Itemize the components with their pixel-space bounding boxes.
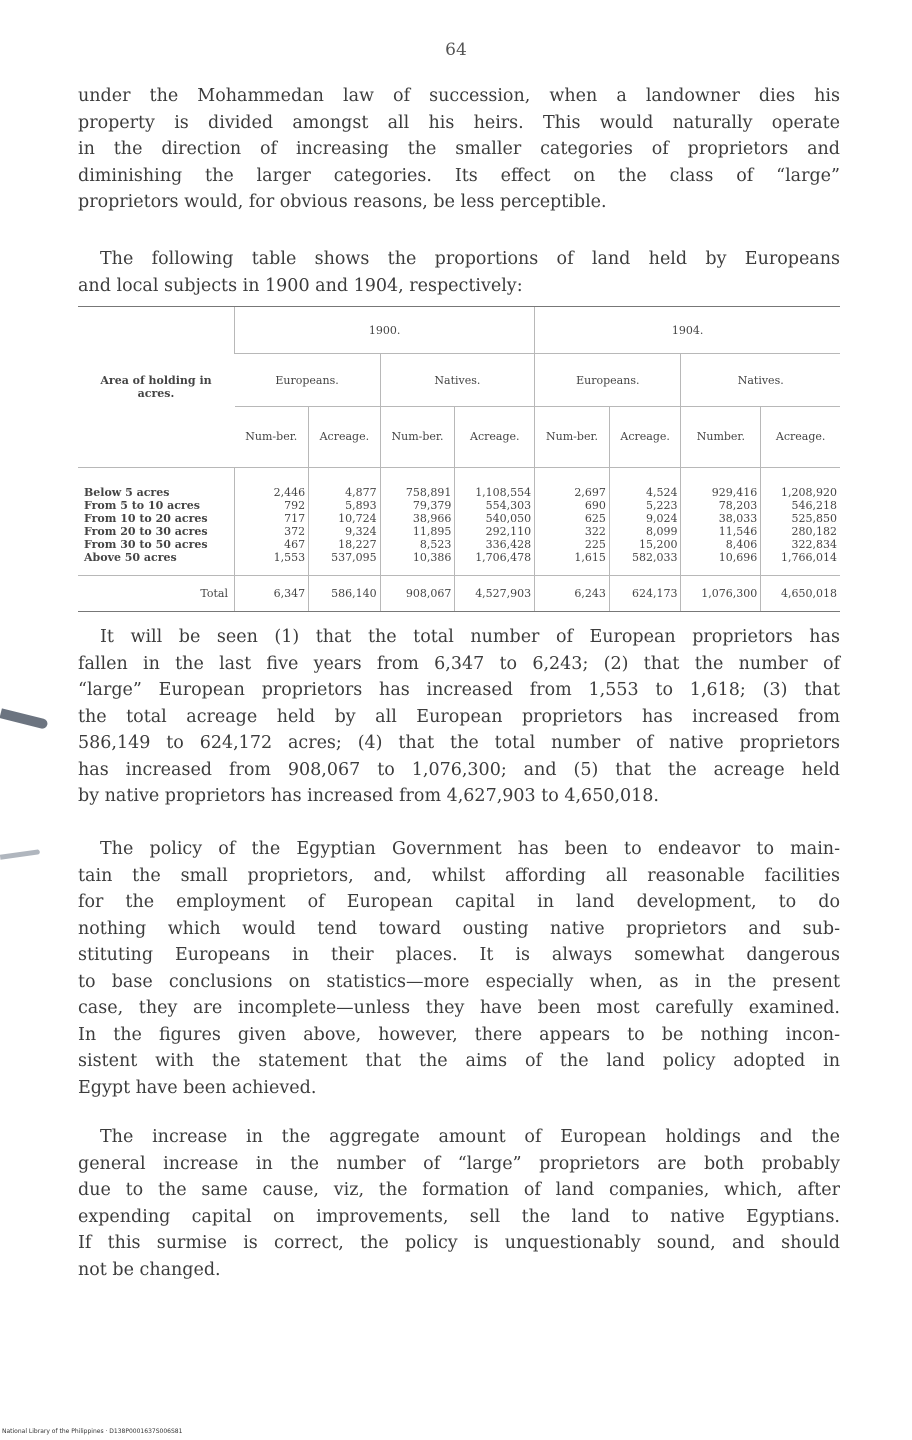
table-cell: 8,099: [645, 525, 678, 538]
column-values: [761, 468, 840, 576]
column-values: [681, 468, 761, 576]
total-cell: 1,076,300: [681, 576, 761, 612]
row-label: Below 5 acres: [84, 486, 170, 499]
text-line: The following table shows the proportions of land held by Europeans: [100, 249, 840, 269]
table-cell: 525,850: [791, 512, 837, 525]
table-cell: 1,108,554: [475, 486, 532, 499]
text-line: “large” European proprietors has increased from 1,553 to 1,618; (3) that: [78, 680, 840, 700]
table-cell: 537,095: [331, 551, 377, 564]
scan-smudge: [0, 849, 40, 860]
table-cell: 540,050: [485, 512, 532, 525]
table-cell: 18,227: [338, 538, 377, 551]
column-header: Acreage.: [761, 407, 840, 468]
table-cell: 225: [584, 538, 606, 551]
total-row: [78, 576, 840, 612]
text-line: sistent with the statement that the aims of the land policy adopted in: [78, 1051, 840, 1071]
total-cell: 908,067: [380, 576, 455, 612]
table-cell: 79,379: [412, 499, 452, 512]
table-cell: 280,182: [791, 525, 837, 538]
table-cell: 5,223: [645, 499, 678, 512]
total-cell: 624,173: [609, 576, 681, 612]
column-header: Num-ber.: [235, 407, 309, 468]
table-cell: 690: [584, 499, 606, 512]
text-line: for the employment of European capital in land development, to do: [78, 892, 840, 912]
table-cell: 372: [284, 525, 306, 538]
table-cell: 10,696: [718, 551, 758, 564]
text-line: due to the same cause, viz, the formation of land companies, which, after: [78, 1180, 840, 1200]
row-label: From 10 to 20 acres: [84, 512, 208, 525]
table-cell: 546,218: [791, 499, 837, 512]
area-header: Area of holding in acres.: [78, 307, 235, 468]
table-cell: 8,406: [725, 538, 758, 551]
total-cell: 6,243: [535, 576, 610, 612]
text-line: expending capital on improvements, sell the land to native Egyptians.: [78, 1206, 840, 1227]
year-header: 1904.: [535, 307, 840, 354]
text-line: fallen in the last five years from 6,347 to 6,243; (2) that the number of: [78, 653, 840, 674]
column-header: Acreage.: [609, 407, 681, 468]
text-line: diminishing the larger categories. Its effect on the class of “large”: [78, 165, 840, 186]
group-header: Europeans.: [235, 354, 381, 407]
paragraph-conclusion: [78, 1124, 840, 1283]
row-label: Above 50 acres: [84, 551, 177, 564]
text-line: has increased from 908,067 to 1,076,300; and (5) that the acreage held: [78, 759, 840, 780]
paragraph-table-intro: [78, 246, 840, 299]
table-cell: 9,024: [645, 512, 678, 525]
text-line: property is divided amongst all his heirs. This would naturally operate: [78, 112, 840, 133]
text-line: tain the small proprietors, and, whilst affording all reasonable facilities: [78, 865, 840, 886]
column-header: Num-ber.: [380, 407, 455, 468]
land-holdings-table: [78, 306, 840, 612]
table-cell: 717: [284, 512, 306, 525]
column-values: [609, 468, 681, 576]
text-line: Egypt have been achieved.: [78, 1077, 317, 1098]
table-cell: 792: [284, 499, 306, 512]
table-cell: 336,428: [485, 538, 532, 551]
table-cell: 322,834: [791, 538, 837, 551]
column-values: [535, 468, 610, 576]
table-cell: 38,033: [718, 512, 758, 525]
table-cell: 322: [584, 525, 606, 538]
column-values: [309, 468, 381, 576]
table-cell: 38,966: [412, 512, 452, 525]
table-cell: 625: [584, 512, 606, 525]
table-cell: 1,766,014: [781, 551, 837, 564]
text-line: in the direction of increasing the smaller categories of proprietors and: [78, 139, 840, 159]
row-label: From 20 to 30 acres: [84, 525, 208, 538]
table-cell: 467: [284, 538, 306, 551]
text-line: nothing which would tend toward ousting native proprietors and sub-: [78, 918, 840, 939]
scan-smudge: [0, 708, 48, 729]
table-cell: 78,203: [718, 499, 758, 512]
table-cell: 929,416: [711, 486, 758, 499]
text-line: not be changed.: [78, 1259, 221, 1280]
table-cell: 8,523: [419, 538, 452, 551]
total-cell: 4,650,018: [761, 576, 840, 612]
table-cell: 554,303: [485, 499, 532, 512]
table-cell: 2,446: [273, 486, 306, 499]
group-header: Natives.: [681, 354, 840, 407]
text-line: under the Mohammedan law of succession, when a landowner dies his: [78, 86, 840, 106]
table-cell: 1,208,920: [781, 486, 837, 499]
column-header: Acreage.: [309, 407, 381, 468]
total-cell: 586,140: [309, 576, 381, 612]
table-cell: 5,893: [345, 499, 377, 512]
text-line: general increase in the number of “large” proprietors are both probably: [78, 1153, 840, 1174]
text-line: the total acreage held by all European proprietors has increased from: [78, 706, 840, 727]
table-cell: 1,553: [273, 551, 306, 564]
column-header: Number.: [681, 407, 761, 468]
text-line: It will be seen (1) that the total number of European proprietors has: [100, 627, 840, 647]
page-number: 64: [445, 40, 467, 60]
text-line: The increase in the aggregate amount of European holdings and the: [100, 1127, 840, 1147]
table-cell: 2,697: [574, 486, 606, 499]
table-cell: 758,891: [405, 486, 452, 499]
text-line: by native proprietors has increased from 4,627,903 to 4,650,018.: [78, 786, 659, 806]
table-cell: 15,200: [638, 538, 678, 551]
text-line: 586,149 to 624,172 acres; (4) that the total number of native proprietors: [78, 733, 840, 753]
group-header: Natives.: [380, 354, 535, 407]
text-line: The policy of the Egyptian Government has been to endeavor to main-: [100, 839, 840, 859]
table-cell: 11,546: [718, 525, 758, 538]
table-cell: 292,110: [485, 525, 532, 538]
text-line: to base conclusions on statistics—more especially when, as in the present: [78, 971, 840, 992]
total-cell: 4,527,903: [455, 576, 535, 612]
column-values: [380, 468, 455, 576]
total-cell: 6,347: [235, 576, 309, 612]
text-line: In the figures given above, however, there appears to be nothing incon-: [78, 1024, 840, 1045]
row-label: From 30 to 50 acres: [84, 538, 208, 551]
table-cell: 9,324: [345, 525, 377, 538]
table-cell: 10,724: [338, 512, 377, 525]
column-header: Acreage.: [455, 407, 535, 468]
text-line: and local subjects in 1900 and 1904, respectively:: [78, 275, 523, 296]
paragraph-policy: [78, 836, 840, 1101]
text-line: case, they are incomplete—unless they have been most carefully examined.: [78, 998, 840, 1018]
table-cell: 4,524: [645, 486, 678, 499]
footer-watermark: National Library of the Philippines · D138P0001637S006S81: [2, 1428, 183, 1435]
table-cell: 4,877: [345, 486, 377, 499]
total-label: Total: [78, 576, 235, 612]
text-line: If this surmise is correct, the policy is unquestionably sound, and should: [78, 1233, 840, 1253]
paragraph-succession: [78, 83, 840, 216]
table-cell: 582,033: [631, 551, 678, 564]
column-values: [455, 468, 535, 576]
column-header: Num-ber.: [535, 407, 610, 468]
text-line: proprietors would, for obvious reasons, be less perceptible.: [78, 192, 607, 212]
group-header: Europeans.: [535, 354, 681, 407]
table-cell: 10,386: [412, 551, 452, 564]
text-line: stituting Europeans in their places. It is always somewhat dangerous: [78, 945, 840, 965]
row-labels: [78, 468, 235, 576]
year-header: 1900.: [235, 307, 535, 354]
row-label: From 5 to 10 acres: [84, 499, 200, 512]
paragraph-findings: [78, 624, 840, 810]
table-cell: 1,615: [574, 551, 606, 564]
table-cell: 1,706,478: [475, 551, 532, 564]
table-cell: 11,895: [412, 525, 452, 538]
column-values: [235, 468, 309, 576]
